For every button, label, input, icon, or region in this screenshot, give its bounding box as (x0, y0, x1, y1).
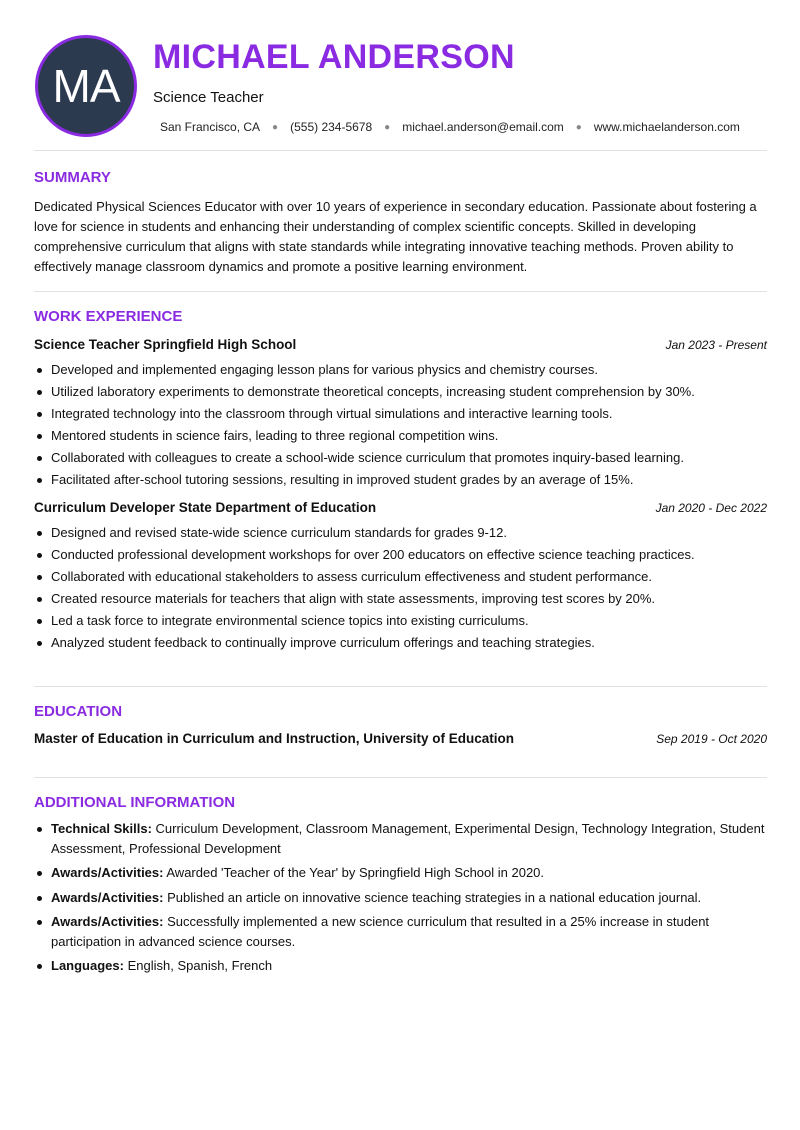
item-text: Awarded 'Teacher of the Year' by Springfield High School in 2020. (166, 865, 545, 880)
bullet-item: Analyzed student feedback to continually improve curriculum offerings and teaching strategies. (34, 633, 767, 653)
item-text: Published an article on innovative science teaching strategies in a national education journal. (167, 889, 702, 905)
bullet-item: Mentored students in science fairs, leading to three regional competition wins. (34, 426, 767, 446)
bullet-item: Conducted professional development workshops for over 200 educators on effective science teaching practices. (34, 545, 767, 565)
divider (34, 291, 767, 292)
bullet-item: Utilized laboratory experiments to demonstrate theoretical concepts, increasing student comprehension by 30%. (34, 382, 767, 402)
bullet-item (34, 888, 767, 908)
bullet-item: Collaborated with colleagues to create a school-wide science curriculum that promotes inquiry-based learning. (34, 448, 767, 468)
item-label: Technical Skills: (51, 821, 152, 836)
job-role: Science Teacher Springfield High School (34, 337, 297, 352)
summary-section (34, 169, 767, 277)
bullet-item: Developed and implemented engaging lesson plans for various physics and chemistry courses. (34, 360, 767, 380)
bullet-item: Integrated technology into the classroom through virtual simulations and interactive learning tools. (34, 404, 767, 424)
section-heading: ADDITIONAL INFORMATION (34, 794, 236, 811)
location: San Francisco, CA (160, 120, 261, 134)
divider (34, 777, 767, 778)
bullet-item (34, 912, 767, 951)
item-label: Awards/Activities: (51, 889, 164, 905)
education-section (34, 703, 767, 751)
website: www.michaelanderson.com (593, 120, 740, 134)
section-heading: WORK EXPERIENCE (34, 308, 183, 325)
bullet-item: Created resource materials for teachers that align with state assessments, improving test scores by 20%. (34, 589, 767, 609)
item-label: Languages: (51, 958, 124, 973)
additional-section (34, 794, 767, 976)
separator-dot: ● (575, 121, 582, 133)
bullet-item (34, 863, 767, 883)
experience-section (34, 308, 767, 653)
job-date: Jan 2023 - Present (665, 338, 767, 352)
contact-info (160, 120, 740, 134)
separator-dot: ● (272, 121, 279, 133)
avatar-initials: MA (52, 60, 120, 112)
item-label: Awards/Activities: (51, 865, 164, 880)
bullet-item (34, 819, 767, 858)
job-title: Science Teacher (153, 89, 264, 106)
email: michael.anderson@email.com (402, 120, 564, 134)
job-entry (34, 500, 767, 653)
degree: Master of Education in Curriculum and Instruction, University of Education (34, 731, 515, 746)
candidate-name: MICHAEL ANDERSON (153, 38, 515, 76)
item-text: English, Spanish, French (127, 958, 273, 973)
summary-text: Dedicated Physical Sciences Educator with over 10 years of experience in secondary education. Passionate about fostering a love for science in students and enhancing their understanding of complex scientific concepts. Skilled in developing comprehensive curriculum that aligns with state standards while integrating innovative teaching methods. Proven ability to effectively manage classroom dynamics and promote a positive learning environment. (34, 199, 757, 274)
bullet-item: Designed and revised state-wide science curriculum standards for grades 9-12. (34, 523, 767, 543)
divider (34, 150, 767, 151)
avatar (35, 35, 137, 137)
job-entry (34, 337, 767, 490)
item-text: Successfully implemented a new science curriculum that resulted in a 25% increase in student participation in advanced science courses. (51, 914, 710, 949)
phone: (555) 234-5678 (290, 120, 373, 134)
bullet-item: Facilitated after-school tutoring sessions, resulting in improved student grades by an average of 15%. (34, 470, 767, 490)
item-text: Curriculum Development, Classroom Management, Experimental Design, Technology Integration, Student Assessment, Professional Development (51, 821, 765, 856)
job-role: Curriculum Developer State Department of Education (34, 500, 377, 515)
bullet-item: Led a task force to integrate environmental science topics into existing curriculums. (34, 611, 767, 631)
education-date: Sep 2019 - Oct 2020 (656, 732, 767, 746)
divider (34, 686, 767, 687)
section-heading: SUMMARY (34, 169, 111, 186)
separator-dot: ● (384, 121, 391, 133)
section-heading: EDUCATION (34, 703, 123, 720)
job-date: Jan 2020 - Dec 2022 (655, 501, 767, 515)
item-label: Awards/Activities: (51, 914, 164, 929)
bullet-item (34, 956, 767, 976)
bullet-item: Collaborated with educational stakeholders to assess curriculum effectiveness and student performance. (34, 567, 767, 587)
